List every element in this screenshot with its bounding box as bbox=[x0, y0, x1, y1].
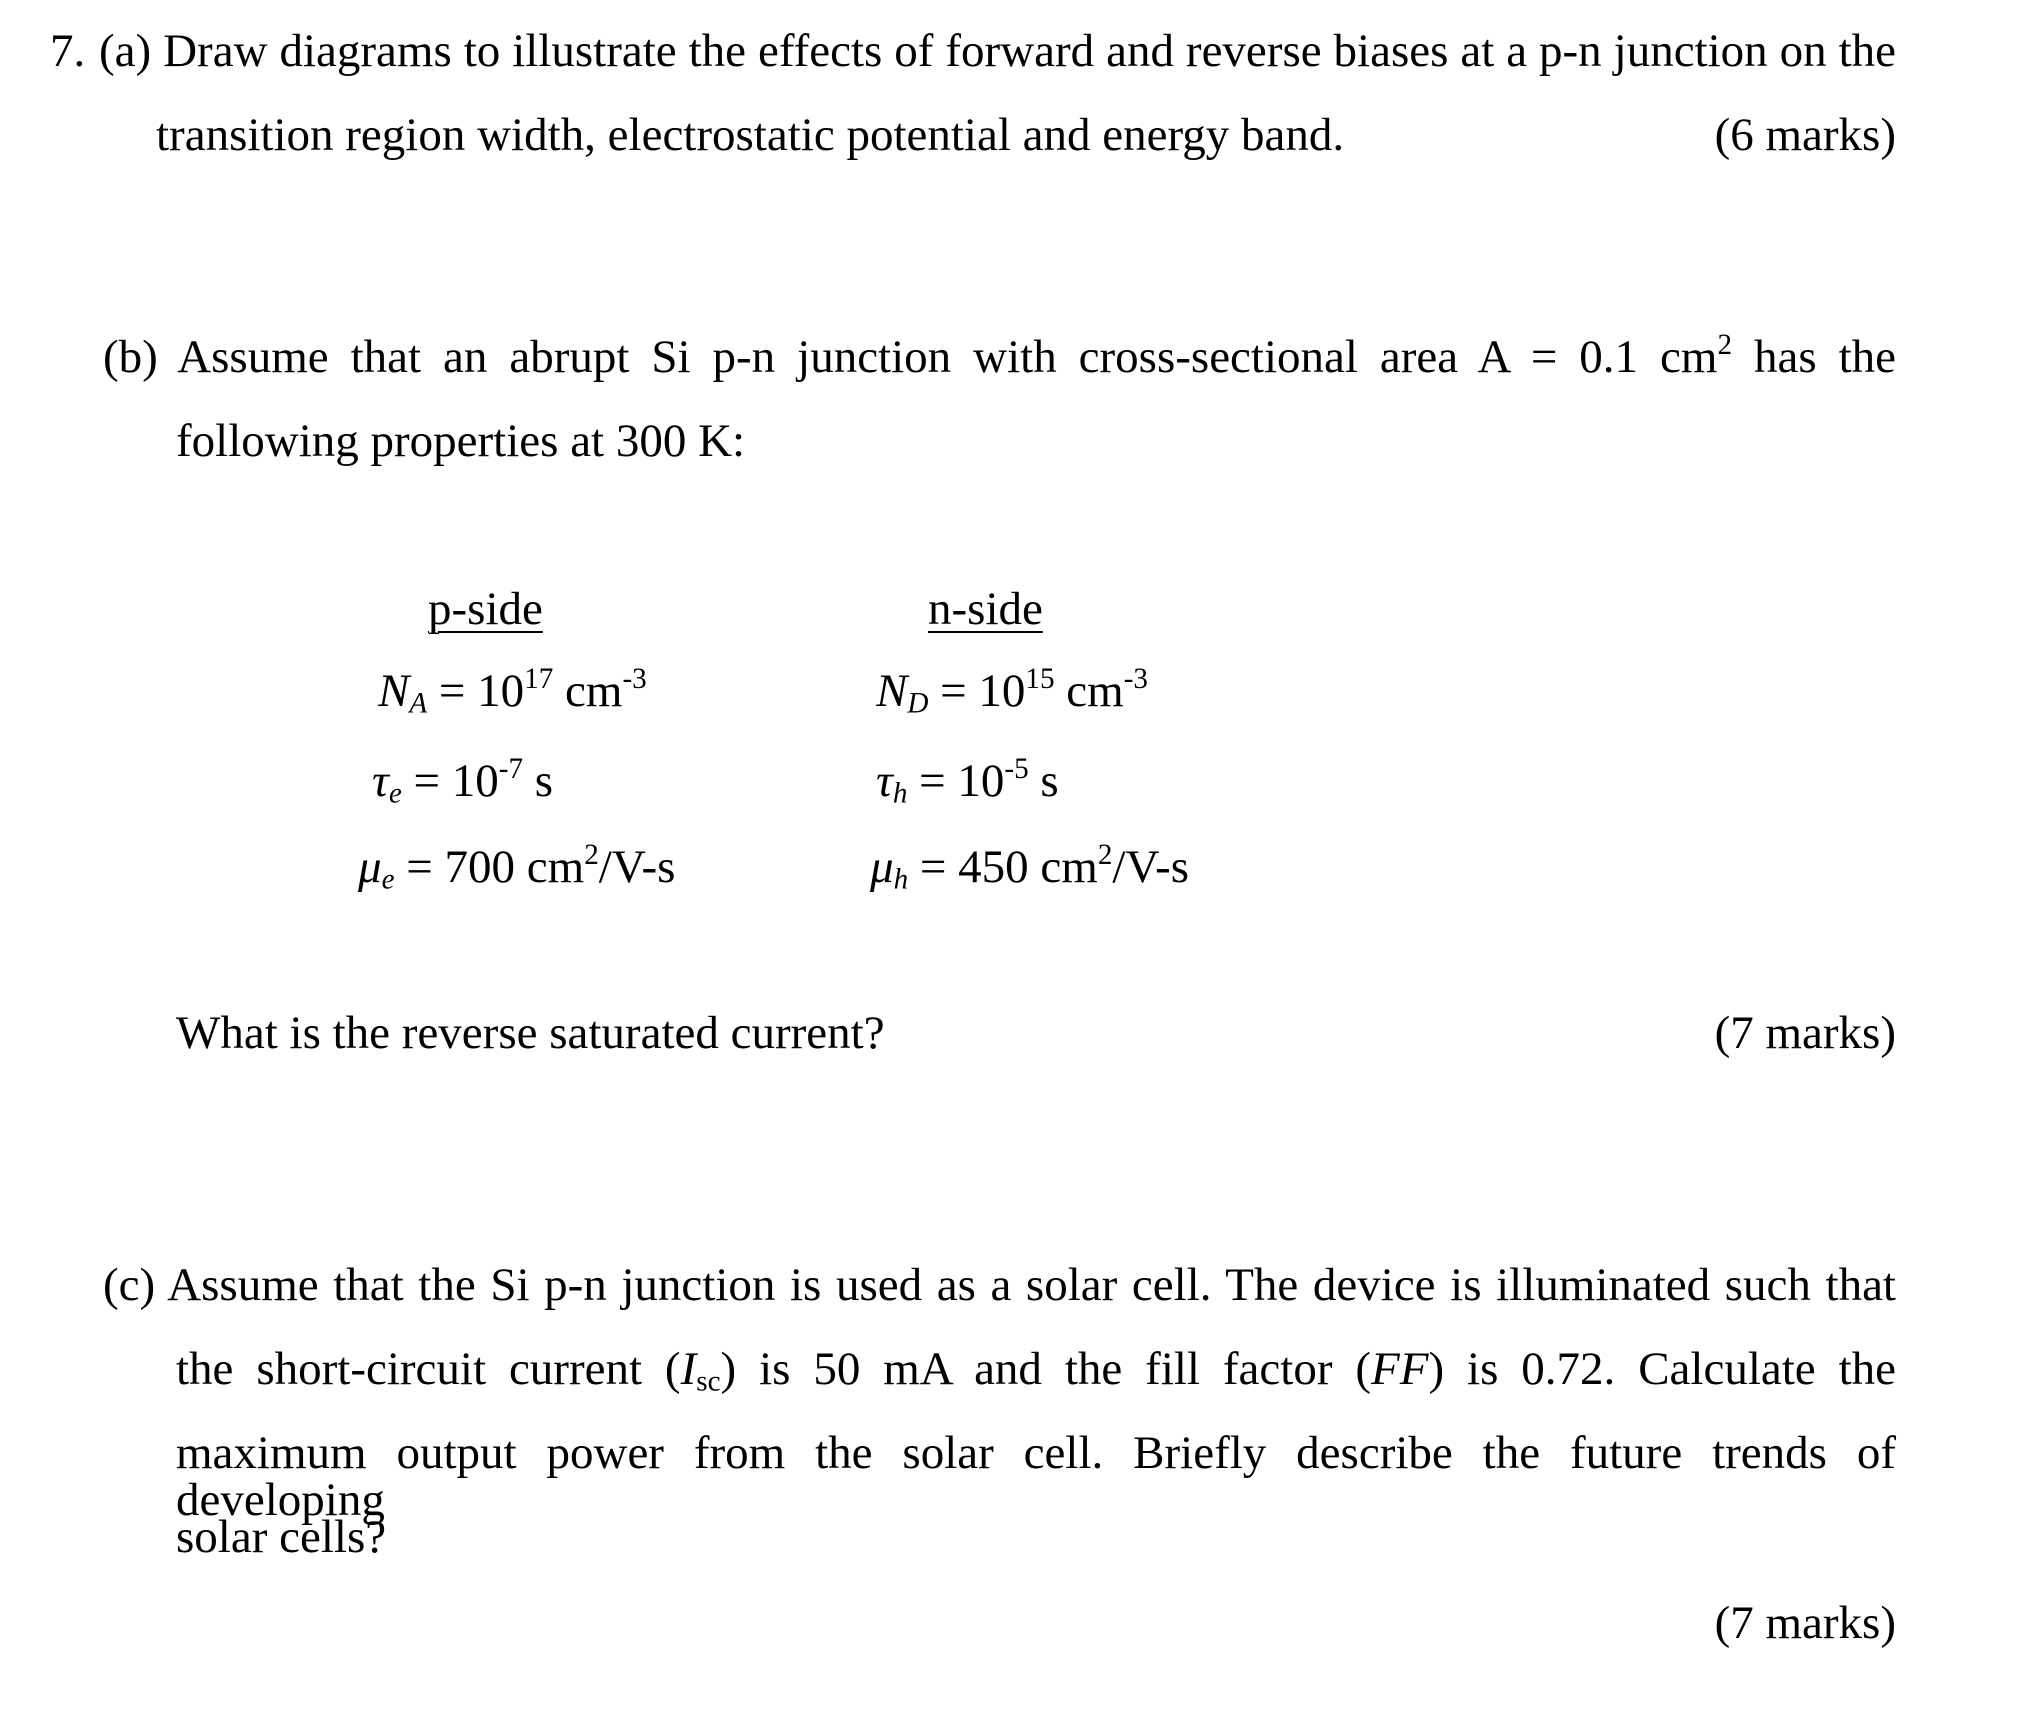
cm-squared-exponent: 2 bbox=[1717, 328, 1732, 361]
part-c-line-3: maximum output power from the solar cell. Briefly describe the future trends of developing bbox=[176, 1427, 1896, 1526]
part-c-line-2 bbox=[176, 1343, 1896, 1398]
part-a-line-1: (a) Draw diagrams to illustrate the effects of forward and reverse biases at a p-n junction on the bbox=[99, 25, 1896, 77]
hole-mobility: $\mu_h = 450$ $cm^2/V-s$ bbox=[870, 838, 1190, 896]
part-c-line-4: solar cells? bbox=[176, 1511, 387, 1563]
part-c-line-2-text: the short-circuit current $(I_{sc})$ is 50 mA and the fill factor (FF) is 0.72. Calculate the bbox=[176, 1343, 1896, 1398]
n-side-header: n-side bbox=[928, 583, 1043, 635]
part-b-line-1 bbox=[103, 328, 1896, 383]
part-a-line-2: transition region width, electrostatic potential and energy band. bbox=[156, 109, 1345, 161]
electron-mobility: $\mu_e = 700$ $cm^2/V-s$ bbox=[358, 838, 676, 896]
part-b-question: What is the reverse saturated current? bbox=[176, 1007, 885, 1059]
part-c-line-1: (c) Assume that the Si p-n junction is used as a solar cell. The device is illuminated such that bbox=[103, 1259, 1896, 1311]
part-b-line-2: following properties at 300 K: bbox=[176, 415, 746, 467]
electron-lifetime: $\tau_e = 10^{-7}$ s bbox=[372, 752, 554, 810]
acceptor-concentration: $N_A = 10^{17}$ $cm^{-3}$ bbox=[378, 662, 647, 720]
donor-concentration: $N_D = 10^{15}$ $cm^{-3}$ bbox=[876, 662, 1148, 720]
part-b-line-1-text: (b) Assume that an abrupt Si p-n junction with cross-sectional area A = 0.1 $cm^2$ has the bbox=[103, 328, 1896, 383]
question-number: 7. bbox=[50, 25, 86, 77]
part-c-marks: (7 marks) bbox=[1714, 1597, 1896, 1649]
part-b-marks: (7 marks) bbox=[1714, 1007, 1896, 1059]
hole-lifetime: $\tau_h = 10^{-5}$ s bbox=[876, 752, 1059, 810]
p-side-header: p-side bbox=[428, 583, 543, 635]
part-a-marks: (6 marks) bbox=[1714, 109, 1896, 161]
